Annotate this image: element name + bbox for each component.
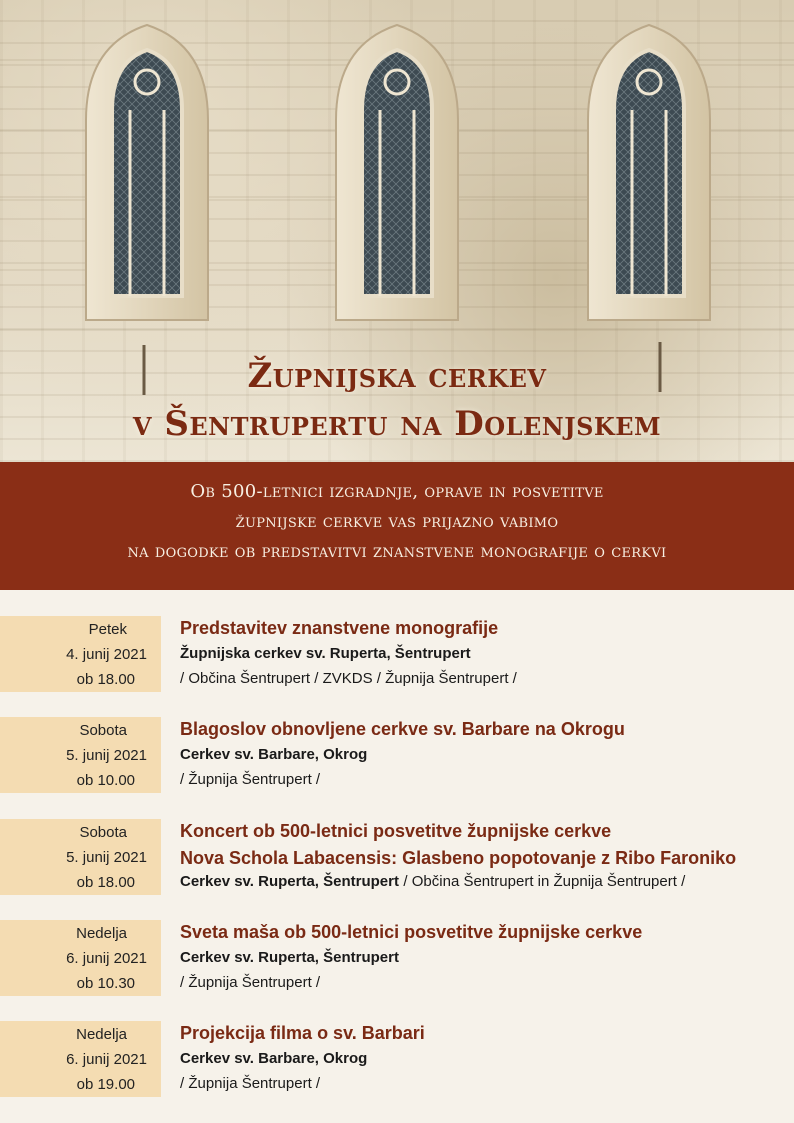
event-date-box (0, 819, 161, 895)
event-item (0, 717, 794, 793)
event-title: Koncert ob 500-letnici posvetitve župnijske cerkve (180, 821, 612, 841)
event-date-box (0, 616, 161, 692)
event-organizers: / Župnija Šentrupert / (180, 1075, 321, 1092)
event-organizers: / Občina Šentrupert in Župnija Šentrupert / (403, 873, 686, 890)
page-title-line-2: v Šentrupertu na Dolenjskem (132, 404, 662, 444)
event-place: Cerkev sv. Barbare, Okrog (180, 1050, 368, 1067)
event-time: ob 18.00 (76, 874, 135, 891)
event-title: Sveta maša ob 500-letnici posvetitve župnijske cerkve (180, 922, 643, 942)
banner-line-1: Ob 500-letnici izgradnje, oprave in posvetitve (190, 481, 604, 502)
event-date-box (0, 717, 161, 793)
event-item (0, 1021, 794, 1097)
window-left (86, 25, 208, 320)
event-subtitle: Nova Schola Labacensis: Glasbeno popotovanje z Ribo Faroniko (180, 848, 737, 868)
event-title: Blagoslov obnovljene cerkve sv. Barbare na Okrogu (180, 719, 625, 739)
event-place-and-organizers (180, 873, 685, 891)
event-item (0, 819, 794, 895)
event-date: 4. junij 2021 (66, 646, 147, 663)
event-place: Cerkev sv. Barbare, Okrog (180, 746, 368, 763)
event-date-box (0, 920, 161, 996)
event-organizers: / Župnija Šentrupert / (180, 974, 321, 991)
event-day: Petek (88, 621, 127, 638)
event-date: 6. junij 2021 (66, 1051, 147, 1068)
window-center (336, 25, 458, 320)
event-day: Sobota (79, 824, 127, 841)
event-title: Projekcija filma o sv. Barbari (180, 1023, 425, 1043)
event-title: Predstavitev znanstvene monografije (180, 618, 499, 638)
event-organizers: / Občina Šentrupert / ZVKDS / Župnija Šentrupert / (180, 670, 517, 687)
event-place: Župnijska cerkev sv. Ruperta, Šentrupert (180, 645, 471, 662)
event-organizers: / Župnija Šentrupert / (180, 771, 321, 788)
event-day: Nedelja (76, 1026, 127, 1043)
event-place: Cerkev sv. Ruperta, Šentrupert (180, 949, 399, 966)
window-right (588, 25, 710, 320)
event-item (0, 920, 794, 996)
page-title-line-1: Župnijska cerkev (247, 356, 547, 396)
event-date: 6. junij 2021 (66, 950, 147, 967)
event-date: 5. junij 2021 (66, 747, 147, 764)
banner-line-2: župnijske cerkve vas prijazno vabimo (235, 511, 559, 532)
event-day: Sobota (79, 722, 127, 739)
event-item (0, 616, 794, 692)
banner-line-3: na dogodke ob predstavitvi znanstvene monografije o cerkvi (127, 541, 667, 562)
event-time: ob 18.00 (76, 671, 135, 688)
event-date: 5. junij 2021 (66, 849, 147, 866)
event-time: ob 10.30 (76, 975, 135, 992)
event-time: ob 19.00 (76, 1076, 135, 1093)
event-time: ob 10.00 (76, 772, 135, 789)
event-day: Nedelja (76, 925, 127, 942)
event-place: Cerkev sv. Ruperta, Šentrupert (180, 873, 399, 890)
event-date-box (0, 1021, 161, 1097)
